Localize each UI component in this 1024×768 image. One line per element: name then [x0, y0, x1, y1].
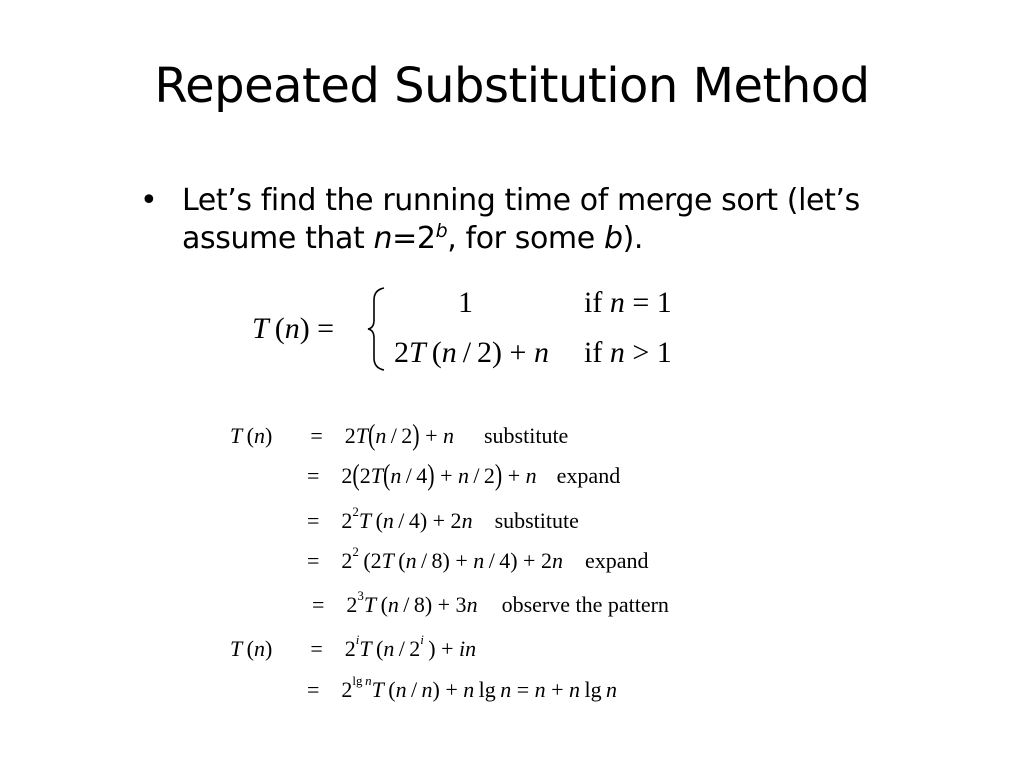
derivation-line-6: T $(n) = 2^iT$ (n / 2$^i$ ) + in — [230, 632, 477, 661]
bullet-text-lead: Let’s find the running time of merge sort (let’s assume that — [182, 183, 860, 256]
case-1-condition: if n = 1 — [584, 286, 672, 319]
bullet-var-b: b — [603, 221, 623, 256]
derivation-line-3: = $2^2T$ (n / 4) + 2n substitute — [307, 504, 579, 533]
derivation-note-expand-2: expand — [584, 548, 649, 573]
derivation-note-expand: expand — [556, 463, 621, 488]
derivation-line-7: = $2^{lg n}T$ (n / n) + n lg n = n + n lg n — [307, 673, 617, 702]
bullet-text-end: ). — [622, 221, 644, 256]
derivation-note-substitute-2: substitute — [494, 508, 579, 533]
case-1-value: 1 — [458, 286, 473, 319]
bullet-marker: • — [140, 183, 158, 218]
bullet-equals-base: =2 — [392, 221, 436, 256]
recurrence-definition — [248, 284, 708, 376]
slide-title: Repeated Substitution Method — [154, 58, 870, 114]
bullet-text-middle: , for some — [447, 221, 604, 256]
derivation-line-4: = $2^2$ (2T (n / 8) + n / 4) + 2n expand — [307, 544, 649, 573]
derivation-line-2: = 2(2T(n / 4) + n / 2) + n expand — [307, 457, 621, 492]
derivation-note-pattern: observe the pattern — [501, 592, 669, 617]
derivation-note-substitute: substitute — [483, 423, 569, 448]
bullet-var-n: n — [373, 221, 393, 256]
derivation-line-1: T (n) = 2T(n / 2) + n substitute — [230, 417, 569, 452]
bullet-exponent: b — [435, 220, 448, 242]
derivation-line-5: = $2^3T$ (n / 8) + 3n observe the pattern — [312, 588, 669, 617]
recurrence-lhs: T (n) = — [252, 312, 335, 345]
case-2-value: 2T (n / 2) + n — [394, 336, 549, 369]
bullet-text — [182, 182, 942, 258]
left-brace — [366, 286, 388, 372]
case-2-condition: if n > 1 — [584, 336, 672, 369]
